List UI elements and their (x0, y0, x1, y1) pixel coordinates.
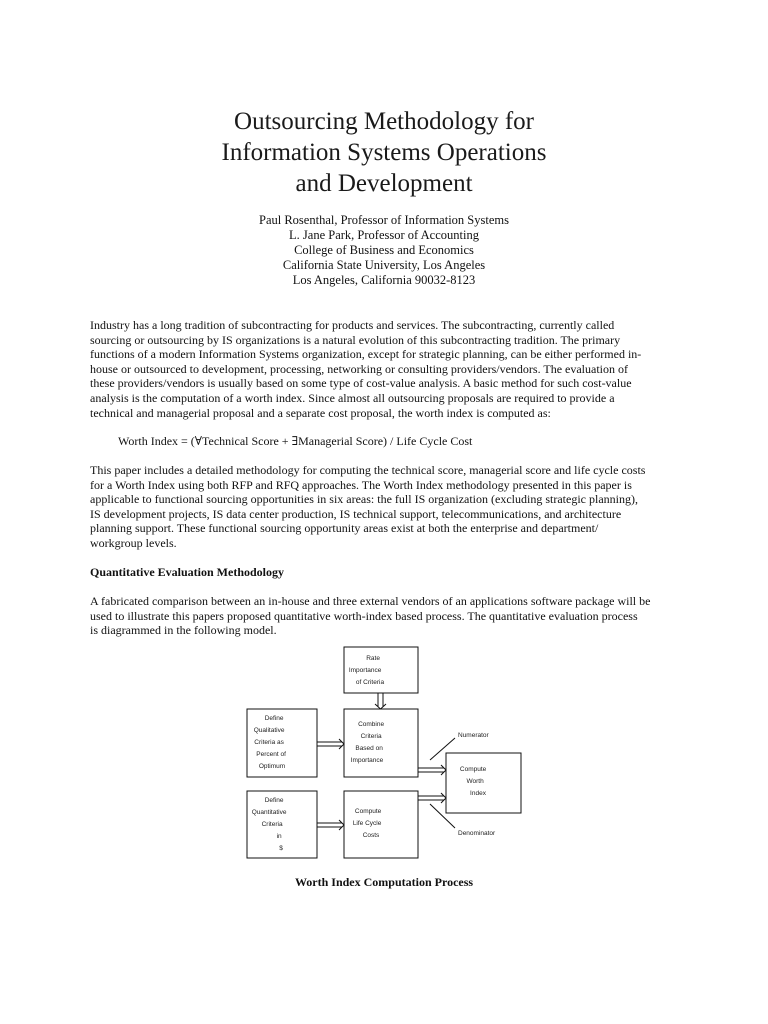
combine-label (351, 721, 386, 764)
author-line: Paul Rosenthal, Professor of Information Systems (259, 213, 509, 227)
diagram-text: in (276, 833, 282, 840)
diagram-text: Worth (466, 778, 484, 785)
paragraph-line: for a Worth Index using both RFP and RFQ approaches. The Worth Index methodology presented in this paper is (90, 477, 632, 492)
define-qual-label (254, 715, 288, 770)
numerator-leader (430, 738, 455, 760)
diagram-text: Define (264, 715, 284, 722)
diagram-text: Define (264, 797, 284, 804)
section-heading: Quantitative Evaluation Methodology (90, 565, 285, 579)
title-line: Information Systems Operations (221, 139, 547, 166)
diagram-text: Criteria (261, 821, 283, 828)
diagram-text: Compute (459, 766, 487, 773)
diagram-text: $ (279, 845, 283, 852)
compute-lcc-label (353, 808, 383, 839)
define-quant-label (252, 797, 289, 852)
diagram-text: Importance (350, 757, 384, 764)
paragraph-line: sourcing or outsourcing by IS organizations is a natural evolution of this subcontracting tradition. The primary (90, 332, 621, 347)
paragraph-line: technical and managerial proposal and a separate cost proposal, the worth index is computed as: (90, 405, 551, 420)
worth-index-equation: Worth Index = (∀Technical Score + ∃Managerial Score) / Life Cycle Cost (118, 434, 473, 448)
denominator-leader (430, 804, 455, 828)
numerator-label: Numerator (458, 732, 489, 739)
diagram-text: Optimum (258, 763, 286, 770)
rate-box-label (349, 655, 385, 686)
paragraph-line: these providers/vendors is usually based on some type of cost-value analysis. A basic method for such cost-value (90, 376, 632, 391)
diagram-text: Criteria as (254, 739, 284, 746)
diagram-text: Qualitative (253, 727, 285, 734)
title-line: and Development (295, 170, 473, 197)
diagram-text: Life Cycle (352, 820, 382, 827)
double-arrow-icon (317, 820, 344, 830)
double-arrow-icon (418, 765, 446, 775)
author-line: California State University, Los Angeles (282, 258, 486, 272)
paragraph-line: workgroup levels. (90, 535, 177, 550)
author-line: L. Jane Park, Professor of Accounting (289, 228, 479, 242)
diagram-text: Criteria (360, 733, 382, 740)
paragraph-line: This paper includes a detailed methodology for computing the technical score, managerial score and life cycle costs (90, 463, 646, 477)
diagram-text: Rate (366, 655, 380, 662)
paragraph-line: analysis is the computation of a worth index. Since almost all outsourcing proposals are required to provide a (90, 390, 615, 405)
double-arrow-icon (317, 739, 344, 749)
paragraph-line: A fabricated comparison between an in-house and three external vendors of an applications software package will be (90, 594, 651, 608)
double-arrow-icon (375, 693, 386, 709)
combine-criteria-box (344, 709, 418, 777)
author-line: Los Angeles, California 90032-8123 (292, 273, 476, 287)
double-arrow-icon (418, 793, 446, 803)
title-line: Outsourcing Methodology for (234, 108, 534, 135)
paragraph-line: planning support. These functional sourcing opportunity areas exist at both the enterprise and department/ (90, 521, 599, 536)
paragraph-line: Industry has a long tradition of subcontracting for products and services. The subcontracting, currently called (90, 318, 615, 332)
paragraph-line: IS development projects, IS data center production, IS technical support, telecommunications, and architecture (90, 506, 622, 521)
author-line: College of Business and Economics (294, 243, 474, 257)
paragraph-line: is diagrammed in the following model. (90, 623, 277, 638)
diagram-text: Importance (348, 667, 382, 674)
diagram-text: Combine (358, 721, 385, 728)
compute-worth-label (460, 766, 488, 797)
paragraph-line: used to illustrate this papers proposed quantitative worth-index based process. The quantitative evaluation process (90, 608, 638, 623)
paragraph-line: functions of a modern Information Systems organization, except for strategic planning, can be either performed in- (90, 347, 642, 362)
paragraph-line: house or outsourced to development, processing, networking or consulting providers/vendors. The evaluation of (90, 361, 628, 376)
denominator-label: Denominator (458, 830, 496, 837)
diagram-text: Quantitative (251, 809, 287, 816)
diagram-text: of Criteria (355, 679, 385, 686)
paragraph-line: applicable to functional sourcing opportunities in six areas: the full IS organization (excluding strategic planning), (90, 492, 638, 507)
diagram-text: Based on (355, 745, 383, 752)
figure-caption: Worth Index Computation Process (294, 875, 474, 889)
diagram-text: Costs (362, 832, 380, 839)
diagram-text: Compute (354, 808, 382, 815)
diagram-text: Percent of (256, 751, 286, 758)
diagram-text: Index (470, 790, 486, 797)
